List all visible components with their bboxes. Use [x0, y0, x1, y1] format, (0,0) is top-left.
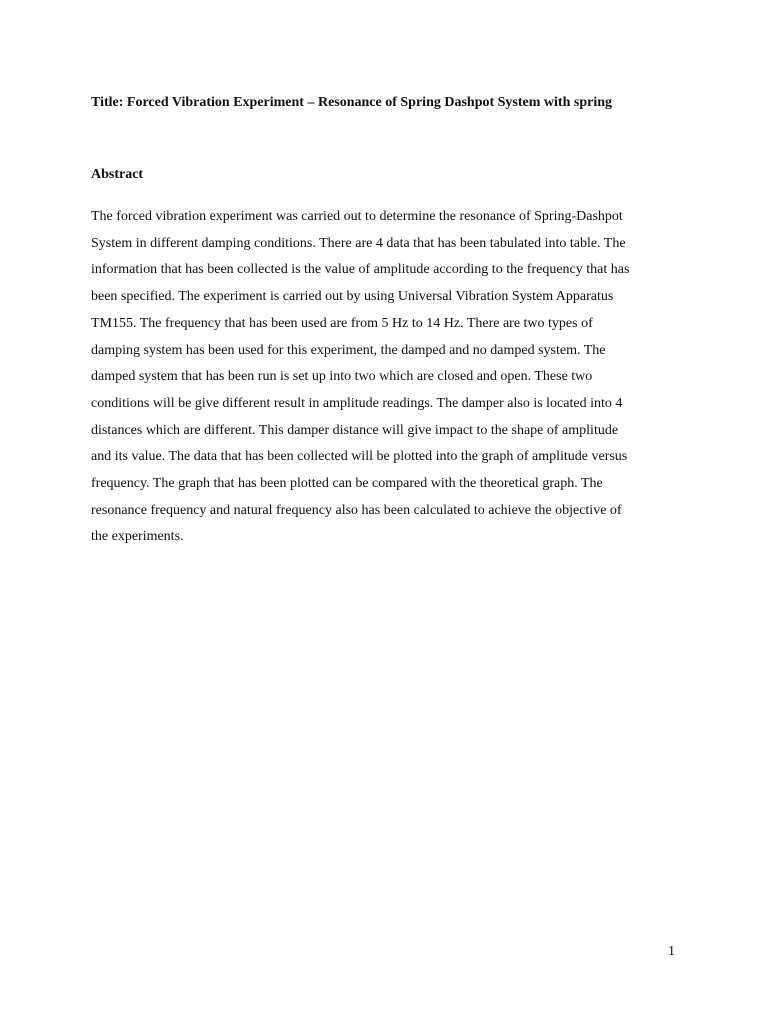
- page-number: 1: [668, 944, 675, 959]
- document-title: Title: Forced Vibration Experiment – Resonance of Spring Dashpot System with spring: [91, 95, 612, 110]
- abstract-line: and its value. The data that has been collected will be plotted into the graph of amplitude versus: [91, 449, 628, 465]
- abstract-line: damping system has been used for this experiment, the damped and no damped system. The: [91, 342, 606, 358]
- abstract-line: The forced vibration experiment was carried out to determine the resonance of Spring-Dashpot: [91, 209, 623, 224]
- abstract-line: the experiments.: [91, 529, 184, 545]
- abstract-line: resonance frequency and natural frequency also has been calculated to achieve the objective of: [91, 502, 622, 518]
- abstract-heading: Abstract: [91, 167, 144, 182]
- abstract-line: System in different damping conditions. There are 4 data that has been tabulated into table. The: [91, 235, 626, 251]
- abstract-line: information that has been collected is the value of amplitude according to the frequency that has: [91, 262, 630, 278]
- abstract-paragraph: [91, 204, 671, 551]
- abstract-line: conditions will be give different result in amplitude readings. The damper also is located into 4: [91, 395, 623, 411]
- abstract-line: distances which are different. This damper distance will give impact to the shape of amplitude: [91, 422, 619, 438]
- abstract-line: damped system that has been run is set up into two which are closed and open. These two: [91, 369, 593, 385]
- abstract-line: frequency. The graph that has been plotted can be compared with the theoretical graph. The: [91, 476, 603, 492]
- abstract-line: TM155. The frequency that has been used are from 5 Hz to 14 Hz. There are two types of: [91, 315, 593, 331]
- abstract-line: been specified. The experiment is carried out by using Universal Vibration System Apparatus: [91, 289, 614, 305]
